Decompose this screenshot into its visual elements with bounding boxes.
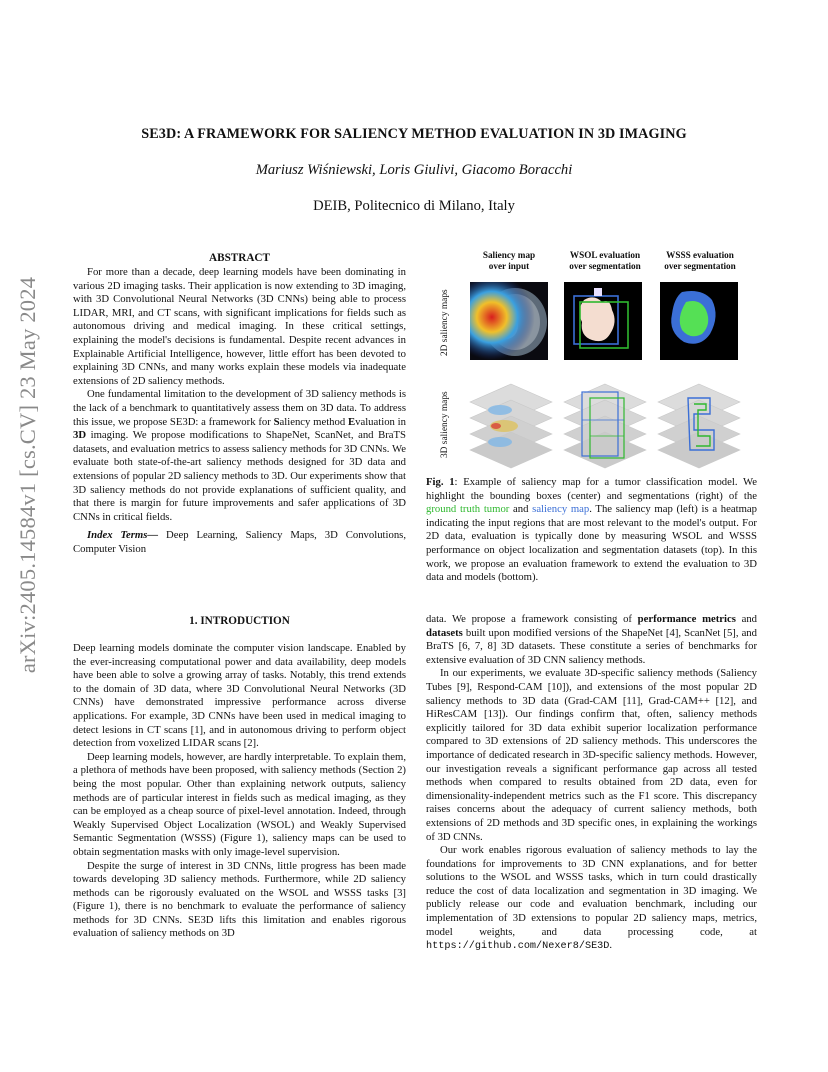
introduction-body xyxy=(73,642,406,941)
github-link[interactable]: https://github.com/Nexer8/SE3D xyxy=(426,941,610,953)
caption-ground-truth-label: ground truth tumor xyxy=(426,503,510,516)
wsol-evaluation-2d xyxy=(564,282,642,360)
right-paragraph-3: Our work enables rigorous evaluation of saliency methods to lay the foundations for improvements to 3D CNN explanations, and for better solutions to the WSOL and WSSS tasks, which in turn could drastically reduce the cost of data localization and segmentation in 3D imaging. We publicly release our code and evaluation benchmark, including our implementation of 3D extensions to popular 2D saliency maps, metrics, model weights, and data processing code, at https://github.com/Nexer8/SE3D. xyxy=(426,844,757,953)
paper-affiliation: DEIB, Politecnico di Milano, Italy xyxy=(313,198,515,214)
figure-row-label-3d: 3D saliency maps xyxy=(440,391,450,458)
saliency-heatmap-2d xyxy=(470,282,548,360)
arxiv-stamp-text: arXiv:2405.14584v1 [cs.CV] 23 May 2024 xyxy=(15,276,40,674)
paper-authors: Mariusz Wiśniewski, Loris Giulivi, Giacomo Boracchi xyxy=(255,162,573,178)
right-paragraph-1: data. We propose a framework consisting of performance metrics and datasets built upon modified versions of the ShapeNet [4], ScanNet [5], and BraTS [6, 7, 8] 3D datasets. These constitute a series of benchmarks for extensive evaluation of 3D CNN saliency methods. xyxy=(426,613,758,666)
introduction-heading: 1. INTRODUCTION xyxy=(189,615,290,627)
right-column-body xyxy=(426,613,757,954)
abstract-paragraph-1: For more than a decade, deep learning models have been dominating in various 2D imaging tasks. Their application is now extending to 3D imaging, with 3D Convolutional Neural Networks (3D CNNs) being able to process LIDAR, MRI, and CT scans, with significant implications for fields such as autonomous driving and medical imaging. In these critical settings, explaining the model's decisions is fundamental. Despite recent advances in Explainable Artificial Intelligence, however, little effort has been devoted to explaining 3D CNNs, and many works explain these models via inadequate extensions of 2D saliency methods. xyxy=(73,266,406,387)
index-terms: Index Terms— Deep Learning, Saliency Maps, 3D Convolutions, Computer Vision xyxy=(73,529,406,555)
arxiv-side-stamp xyxy=(8,276,48,674)
right-paragraph-2: In our experiments, we evaluate 3D-specific saliency methods (Saliency Tubes [9], Respond-CAM [10]), and extensions of the most popular 2D saliency methods to 3D data (Grad-CAM [11], Grad-CAM++ [12], and HiResCAM [13]). Our findings confirm that, often, saliency methods explicitly tailored for 3D data exhibit superior localization performance compared to 3D extensions of 2D saliency methods. This underscores the importance of dedicated research in 3D-specific saliency methods. However, our investigation reveals a significant performance gap across all tested methods when compared to results obtained from 2D data, even for dimensionality-independent metrics such as the F1 score. This discrepancy raises concerns about the adequacy of current saliency methods, both extensions of 2D methods and 3D specific ones, in explaining the workings of 3D CNNs. xyxy=(426,667,757,843)
wsss-evaluation-3d xyxy=(654,380,744,470)
figure-row-label-2d: 2D saliency maps xyxy=(440,289,450,356)
intro-paragraph-3: Despite the surge of interest in 3D CNNs, little progress has been made towards developing 3D saliency methods. Furthermore, while 2D saliency methods can be rigorously evaluated on the WSOL and WSSS tasks [3] (Figure 1), there is no benchmark to evaluate the performance of saliency methods for 3D CNNs. SE3D lifts this limitation and enables rigorous evaluation of saliency methods on 3D xyxy=(73,859,406,940)
figure-1 xyxy=(426,248,757,470)
paper-title: SE3D: A FRAMEWORK FOR SALIENCY METHOD EVALUATION IN 3D IMAGING xyxy=(141,126,687,142)
caption-saliency-map-label: saliency map xyxy=(532,503,590,516)
abstract-heading: ABSTRACT xyxy=(209,252,270,264)
abstract-body xyxy=(73,266,406,556)
wsss-evaluation-2d xyxy=(660,282,738,360)
figure-col-header-saliency: Saliency map over input xyxy=(482,250,536,271)
figure-col-header-wsol: WSOL evaluation over segmentation xyxy=(569,250,641,271)
figure-col-header-wsss: WSSS evaluation over segmentation xyxy=(664,250,736,271)
abstract-paragraph-2: One fundamental limitation to the development of 3D saliency methods is the lack of a benchmark to quantitatively assess them on 3D data. To address this issue, we propose SE3D: a framework for Saliency method Evaluation in 3D imaging. We propose modifications to ShapeNet, ScanNet, and BraTS datasets, and evaluation metrics to assess saliency methods for 3D CNNs. We evaluate both state-of-the-art saliency methods designed for 3D data and extensions of popular 2D saliency methods to 3D. Our experiments show that 3D saliency methods do not provide explanations of sufficient quality, and that there is margin for future improvements and safer applications of 3D CNNs in critical fields. xyxy=(73,388,406,523)
saliency-map-3d xyxy=(466,380,556,470)
wsol-evaluation-3d xyxy=(560,380,650,470)
intro-paragraph-2: Deep learning models, however, are hardly interpretable. To explain them, a plethora of methods have been proposed, with saliency methods (Section 2) being the most popular. Other than explaining network outputs, saliency methods are of particular interest in fields such as medical imaging, as they can be employed as a cheap source of pixel-level annotation. Indeed, through Weakly Supervised Object Localization (WSOL) and Weakly Supervised Semantic Segmentation (WSSS) (Figure 1), saliency maps can be used to obtain segmentation masks with only image-level supervision. xyxy=(73,750,406,858)
intro-paragraph-1: Deep learning models dominate the computer vision landscape. Enabled by the ever-increasing computational power and data availability, deep models have been able to solve a growing array of tasks. Notably, this trend extends to the domain of 3D data, where 3D Convolutional Neural Networks (3D CNNs) have demonstrated impressive performance across diverse applications. For example, 3D CNNs have been used in medical imaging to detect lesions in CT scans [1], and in autonomous driving to perform object detection from voxelized LIDAR scans [2]. xyxy=(73,642,406,750)
figure-1-caption: Fig. 1: Example of saliency map for a tumor classification model. We highlight the bounding boxes (center) and segmentations (right) of the ground truth tumor and saliency map. The saliency map (left) is a heatmap indicating the input regions that are most relevant to the model's output. For 2D data, evaluation is typically done by measuring WSOL and WSSS performance on object localization and segmentation datasets (top). In this work, we propose an evaluation framework to extend the evaluation to 3D data and models (bottom). xyxy=(426,476,757,584)
